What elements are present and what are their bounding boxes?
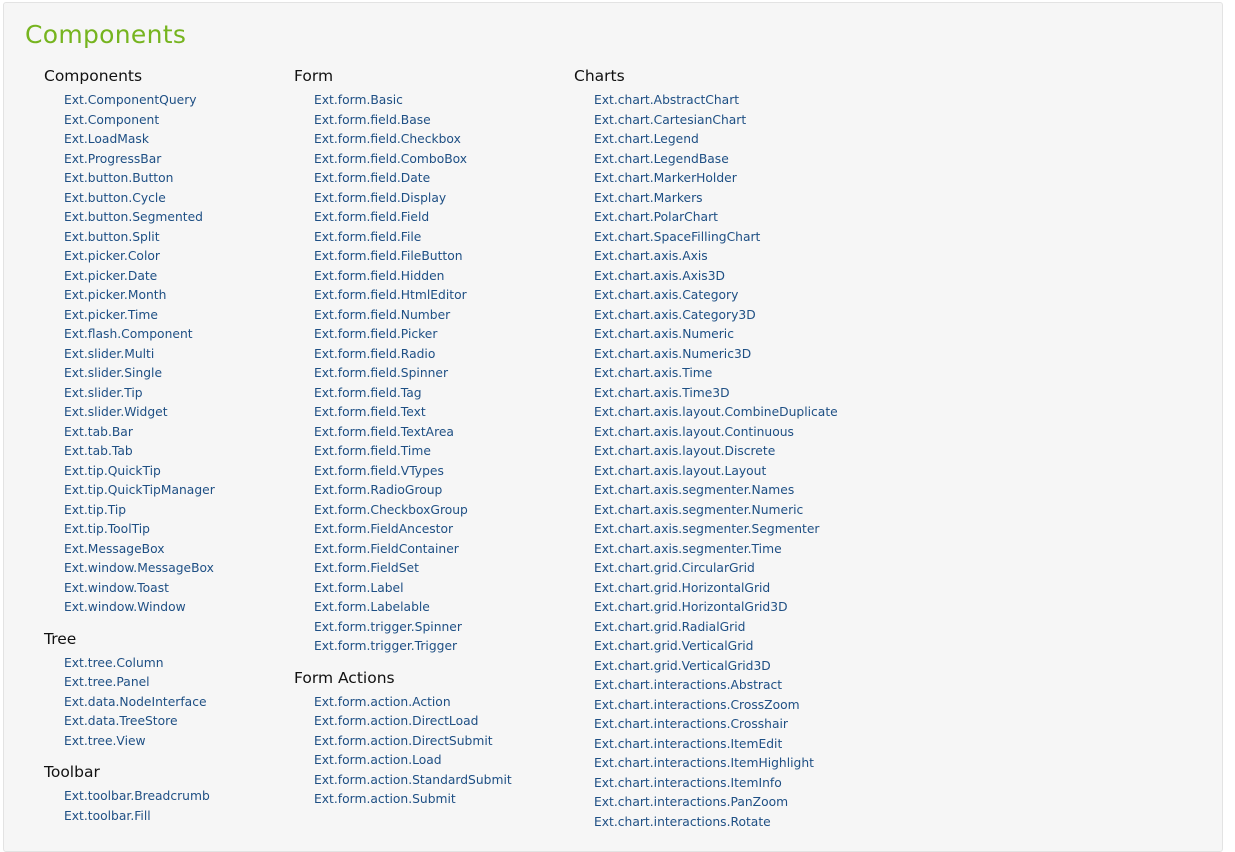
class-link[interactable]: Ext.data.TreeStore	[64, 714, 178, 728]
list-item	[314, 731, 512, 751]
class-link[interactable]: Ext.form.action.Action	[314, 694, 451, 709]
class-link[interactable]: Ext.chart.Markers	[594, 190, 703, 205]
list-item	[594, 636, 838, 656]
list-item	[314, 90, 512, 110]
list-item	[594, 383, 838, 403]
class-link[interactable]: Ext.chart.PolarChart	[594, 210, 718, 224]
group-title: Toolbar	[44, 763, 100, 781]
list-item	[314, 188, 512, 208]
class-link[interactable]: Ext.chart.axis.Numeric3D	[594, 346, 752, 361]
list-item	[64, 786, 215, 806]
class-link[interactable]: Ext.chart.axis.Time	[594, 366, 713, 380]
class-link[interactable]: Ext.chart.interactions.CrossZoom	[594, 697, 800, 712]
list-item	[314, 285, 512, 305]
list-item	[594, 285, 838, 305]
list-item	[314, 789, 512, 809]
list-item	[64, 806, 215, 826]
class-link[interactable]: Ext.chart.MarkerHolder	[594, 171, 737, 185]
class-link[interactable]: Ext.slider.Multi	[64, 346, 155, 361]
class-link[interactable]: Ext.button.Cycle	[64, 190, 166, 205]
list-item	[594, 597, 838, 617]
list-item	[64, 597, 215, 617]
class-link[interactable]: Ext.chart.grid.HorizontalGrid	[594, 580, 771, 595]
class-link[interactable]: Ext.chart.grid.HorizontalGrid3D	[594, 600, 788, 614]
group-components	[44, 66, 215, 617]
class-link[interactable]: Ext.tree.Panel	[64, 675, 150, 689]
class-link[interactable]: Ext.chart.interactions.Rotate	[594, 814, 771, 829]
class-link[interactable]: Ext.picker.Date	[64, 268, 158, 283]
list-item	[594, 149, 838, 169]
list-item	[64, 246, 215, 266]
list-item	[64, 731, 215, 751]
class-link[interactable]: Ext.form.field.Date	[314, 171, 431, 185]
class-link[interactable]: Ext.slider.Single	[64, 366, 163, 380]
list-item	[594, 129, 838, 149]
list-item	[594, 519, 838, 539]
list-item	[594, 558, 838, 578]
list-item	[314, 578, 512, 598]
class-list	[294, 90, 512, 656]
class-link[interactable]: Ext.ComponentQuery	[64, 93, 197, 107]
class-link[interactable]: Ext.chart.interactions.Crosshair	[594, 717, 788, 731]
list-item	[594, 363, 838, 383]
class-link[interactable]: Ext.button.Button	[64, 171, 174, 185]
class-list	[44, 653, 215, 751]
list-item	[594, 773, 838, 793]
list-item	[314, 480, 512, 500]
list-item	[594, 617, 838, 637]
list-item	[64, 402, 215, 422]
class-link[interactable]: Ext.form.Basic	[314, 93, 403, 107]
class-link[interactable]: Ext.chart.axis.segmenter.Numeric	[594, 502, 804, 517]
list-item	[314, 519, 512, 539]
list-item	[594, 461, 838, 481]
list-item	[594, 168, 838, 188]
list-item	[314, 344, 512, 364]
list-item	[64, 188, 215, 208]
list-item	[594, 90, 838, 110]
class-link[interactable]: Ext.slider.Tip	[64, 385, 143, 400]
group-title: Components	[44, 67, 143, 85]
list-item	[314, 617, 512, 637]
list-item	[64, 363, 215, 383]
class-link[interactable]: Ext.chart.grid.CircularGrid	[594, 561, 755, 575]
class-link[interactable]: Ext.chart.axis.Axis	[594, 249, 708, 263]
class-link[interactable]: Ext.form.action.StandardSubmit	[314, 772, 512, 787]
class-link[interactable]: Ext.slider.Widget	[64, 405, 168, 419]
class-link[interactable]: Ext.form.trigger.Trigger	[314, 639, 458, 653]
list-item	[314, 402, 512, 422]
class-link[interactable]: Ext.form.Labelable	[314, 600, 430, 614]
class-link[interactable]: Ext.form.field.Picker	[314, 327, 438, 341]
group-title: Charts	[574, 67, 625, 85]
list-item	[64, 422, 215, 442]
class-link[interactable]: Ext.chart.axis.layout.Continuous	[594, 424, 794, 439]
list-item	[64, 324, 215, 344]
class-link[interactable]: Ext.picker.Time	[64, 307, 158, 322]
list-item	[64, 461, 215, 481]
list-item	[314, 207, 512, 227]
list-item	[594, 500, 838, 520]
class-link[interactable]: Ext.form.field.Time	[314, 444, 431, 458]
class-link[interactable]: Ext.chart.interactions.PanZoom	[594, 795, 789, 809]
class-link[interactable]: Ext.chart.SpaceFillingChart	[594, 229, 761, 244]
class-link[interactable]: Ext.chart.CartesianChart	[594, 112, 747, 127]
class-link[interactable]: Ext.chart.grid.VerticalGrid	[594, 639, 754, 653]
class-link[interactable]: Ext.toolbar.Breadcrumb	[64, 789, 210, 803]
class-link[interactable]: Ext.chart.axis.layout.Layout	[594, 463, 767, 478]
class-link[interactable]: Ext.tip.QuickTipManager	[64, 483, 215, 497]
group-toolbar	[44, 762, 215, 825]
list-item	[64, 227, 215, 247]
list-item	[64, 711, 215, 731]
class-link[interactable]: Ext.form.FieldContainer	[314, 541, 459, 556]
class-link[interactable]: Ext.MessageBox	[64, 541, 165, 556]
list-item	[64, 558, 215, 578]
class-link[interactable]: Ext.form.field.File	[314, 229, 422, 244]
class-list	[44, 786, 215, 825]
class-list	[294, 692, 512, 809]
class-link[interactable]: Ext.form.field.Hidden	[314, 268, 445, 283]
class-link[interactable]: Ext.form.field.Base	[314, 112, 431, 127]
class-link[interactable]: Ext.window.Window	[64, 600, 186, 614]
class-link[interactable]: Ext.chart.grid.RadialGrid	[594, 619, 746, 634]
list-item	[64, 653, 215, 673]
list-item	[314, 168, 512, 188]
class-link[interactable]: Ext.chart.axis.segmenter.Names	[594, 483, 795, 497]
list-item	[64, 480, 215, 500]
list-item	[314, 770, 512, 790]
list-item	[594, 578, 838, 598]
class-link[interactable]: Ext.form.RadioGroup	[314, 483, 443, 497]
class-link[interactable]: Ext.form.field.FileButton	[314, 249, 463, 263]
list-item	[594, 656, 838, 676]
class-link[interactable]: Ext.tree.View	[64, 733, 146, 748]
list-item	[314, 441, 512, 461]
list-item	[314, 110, 512, 130]
list-item	[64, 539, 215, 559]
list-item	[594, 188, 838, 208]
class-link[interactable]: Ext.chart.axis.Axis3D	[594, 268, 726, 283]
list-item	[594, 812, 838, 832]
class-link[interactable]: Ext.tip.QuickTip	[64, 463, 161, 478]
class-list	[44, 90, 215, 617]
group-form	[294, 66, 512, 656]
list-item	[314, 324, 512, 344]
class-link[interactable]: Ext.picker.Month	[64, 288, 167, 302]
class-link[interactable]: Ext.tip.ToolTip	[64, 522, 150, 536]
list-item	[314, 597, 512, 617]
page-title: Components	[25, 20, 187, 49]
list-item	[64, 344, 215, 364]
list-item	[64, 672, 215, 692]
class-list	[574, 90, 838, 831]
list-item	[594, 110, 838, 130]
class-link[interactable]: Ext.chart.axis.Category	[594, 288, 739, 302]
column-1	[44, 66, 215, 837]
class-link[interactable]: Ext.chart.interactions.ItemHighlight	[594, 756, 814, 770]
list-item	[64, 207, 215, 227]
list-item	[594, 539, 838, 559]
list-item	[314, 149, 512, 169]
class-link[interactable]: Ext.picker.Color	[64, 249, 160, 263]
class-link[interactable]: Ext.form.Label	[314, 580, 404, 595]
list-item	[314, 711, 512, 731]
class-link[interactable]: Ext.chart.axis.layout.Discrete	[594, 444, 776, 458]
class-link[interactable]: Ext.chart.axis.segmenter.Time	[594, 541, 782, 556]
class-link[interactable]: Ext.chart.axis.Time3D	[594, 385, 730, 400]
class-link[interactable]: Ext.form.trigger.Spinner	[314, 619, 462, 634]
list-item	[314, 363, 512, 383]
class-link[interactable]: Ext.Component	[64, 112, 160, 127]
class-link[interactable]: Ext.form.FieldSet	[314, 561, 419, 575]
class-link[interactable]: Ext.ProgressBar	[64, 151, 162, 166]
list-item	[594, 695, 838, 715]
components-panel	[3, 2, 1223, 852]
list-item	[314, 383, 512, 403]
list-item	[594, 344, 838, 364]
list-item	[64, 266, 215, 286]
list-item	[314, 129, 512, 149]
class-link[interactable]: Ext.form.field.ComboBox	[314, 151, 468, 166]
class-link[interactable]: Ext.flash.Component	[64, 327, 193, 341]
class-link[interactable]: Ext.form.field.Number	[314, 307, 451, 322]
class-link[interactable]: Ext.tip.Tip	[64, 502, 127, 517]
class-link[interactable]: Ext.chart.axis.Numeric	[594, 327, 734, 341]
list-item	[594, 714, 838, 734]
class-link[interactable]: Ext.form.FieldAncestor	[314, 522, 454, 536]
class-link[interactable]: Ext.form.action.DirectLoad	[314, 714, 479, 728]
list-item	[64, 149, 215, 169]
list-item	[594, 207, 838, 227]
class-link[interactable]: Ext.tab.Tab	[64, 444, 133, 458]
column-3	[574, 66, 838, 843]
class-link[interactable]: Ext.chart.axis.layout.CombineDuplicate	[594, 405, 838, 419]
list-item	[314, 461, 512, 481]
list-item	[314, 246, 512, 266]
list-item	[594, 402, 838, 422]
class-link[interactable]: Ext.button.Segmented	[64, 210, 203, 224]
list-item	[594, 753, 838, 773]
group-title: Form	[294, 67, 334, 85]
class-link[interactable]: Ext.form.field.Field	[314, 210, 430, 224]
class-link[interactable]: Ext.form.field.Spinner	[314, 366, 449, 380]
group-title: Form Actions	[294, 668, 395, 687]
list-item	[594, 480, 838, 500]
list-item	[64, 129, 215, 149]
list-item	[64, 305, 215, 325]
list-item	[594, 246, 838, 266]
list-item	[594, 675, 838, 695]
class-link[interactable]: Ext.form.field.VTypes	[314, 463, 444, 478]
class-link[interactable]: Ext.tree.Column	[64, 655, 164, 670]
class-link[interactable]: Ext.chart.axis.segmenter.Segmenter	[594, 522, 820, 536]
list-item	[594, 227, 838, 247]
class-link[interactable]: Ext.form.action.Load	[314, 753, 442, 767]
class-link[interactable]: Ext.chart.Legend	[594, 132, 699, 146]
class-link[interactable]: Ext.form.action.Submit	[314, 792, 456, 806]
list-item	[64, 578, 215, 598]
group-tree	[44, 629, 215, 751]
class-link[interactable]: Ext.window.MessageBox	[64, 561, 214, 575]
class-link[interactable]: Ext.chart.interactions.ItemInfo	[594, 775, 782, 790]
list-item	[64, 168, 215, 188]
list-item	[314, 266, 512, 286]
class-link[interactable]: Ext.form.field.HtmlEditor	[314, 288, 467, 302]
class-link[interactable]: Ext.chart.axis.Category3D	[594, 307, 756, 322]
class-link[interactable]: Ext.form.field.TextArea	[314, 424, 454, 439]
list-item	[64, 692, 215, 712]
list-item	[594, 324, 838, 344]
list-item	[594, 266, 838, 286]
list-item	[64, 90, 215, 110]
list-item	[594, 792, 838, 812]
class-link[interactable]: Ext.chart.LegendBase	[594, 151, 729, 166]
class-link[interactable]: Ext.form.field.Checkbox	[314, 132, 461, 146]
class-link[interactable]: Ext.LoadMask	[64, 132, 149, 146]
class-link[interactable]: Ext.data.NodeInterface	[64, 694, 207, 709]
list-item	[594, 422, 838, 442]
list-item	[314, 422, 512, 442]
list-item	[64, 110, 215, 130]
list-item	[314, 500, 512, 520]
list-item	[314, 305, 512, 325]
list-item	[314, 750, 512, 770]
list-item	[314, 227, 512, 247]
class-link[interactable]: Ext.form.CheckboxGroup	[314, 502, 468, 517]
group-title: Tree	[44, 629, 77, 648]
class-link[interactable]: Ext.button.Split	[64, 229, 160, 244]
group-charts	[574, 66, 838, 831]
group-form-actions	[294, 668, 512, 809]
class-link[interactable]: Ext.chart.interactions.ItemEdit	[594, 736, 783, 751]
class-link[interactable]: Ext.form.field.Text	[314, 405, 426, 419]
class-link[interactable]: Ext.chart.interactions.Abstract	[594, 678, 783, 692]
class-link[interactable]: Ext.form.field.Tag	[314, 385, 422, 400]
list-item	[594, 305, 838, 325]
class-link[interactable]: Ext.tab.Bar	[64, 424, 133, 439]
list-item	[314, 636, 512, 656]
list-item	[594, 734, 838, 754]
class-link[interactable]: Ext.chart.AbstractChart	[594, 93, 740, 107]
class-link[interactable]: Ext.form.action.DirectSubmit	[314, 733, 493, 748]
class-link[interactable]: Ext.form.field.Radio	[314, 346, 436, 361]
list-item	[64, 285, 215, 305]
class-link[interactable]: Ext.window.Toast	[64, 580, 169, 595]
list-item	[64, 500, 215, 520]
list-item	[64, 519, 215, 539]
list-item	[314, 558, 512, 578]
list-item	[64, 383, 215, 403]
list-item	[594, 441, 838, 461]
class-link[interactable]: Ext.form.field.Display	[314, 190, 447, 205]
column-2	[294, 66, 512, 821]
list-item	[64, 441, 215, 461]
class-link[interactable]: Ext.toolbar.Fill	[64, 808, 151, 823]
class-link[interactable]: Ext.chart.grid.VerticalGrid3D	[594, 658, 771, 673]
list-item	[314, 539, 512, 559]
list-item	[314, 692, 512, 712]
